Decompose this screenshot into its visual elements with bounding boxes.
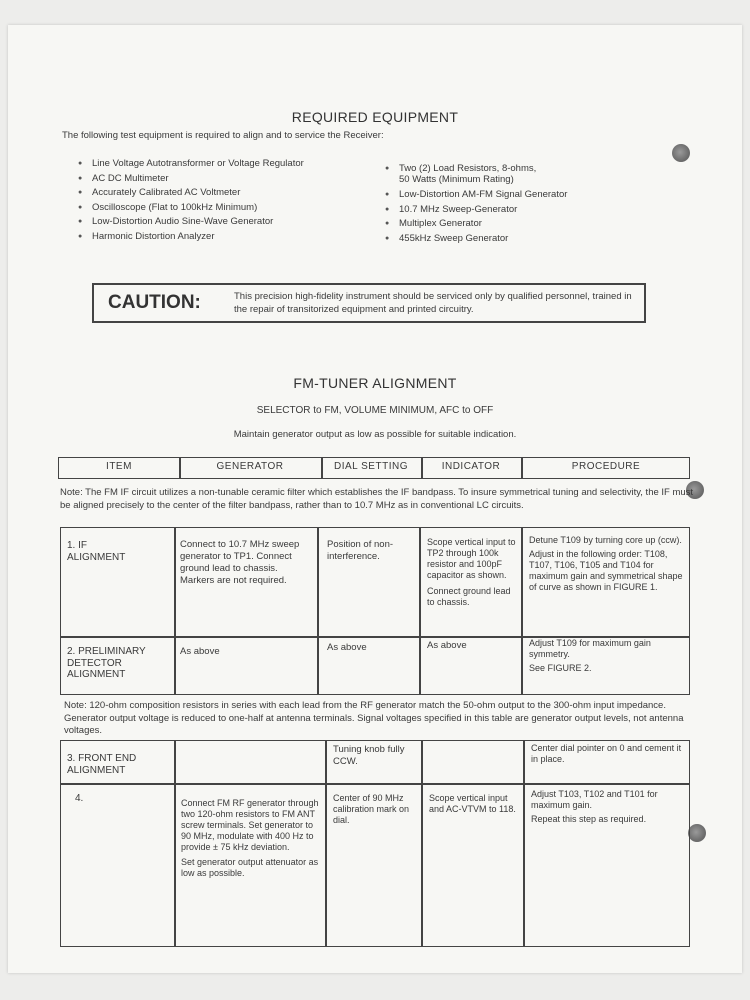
caution-label: CAUTION: bbox=[108, 292, 201, 313]
header-indicator: INDICATOR bbox=[441, 461, 501, 472]
alignment-table-1 bbox=[60, 527, 690, 695]
section-instruction: Maintain generator output as low as possible for suitable indication. bbox=[233, 429, 517, 440]
equipment-list-left bbox=[78, 157, 378, 244]
table-row-2-indicator: As above bbox=[427, 640, 467, 651]
list-item: ● 10.7 MHz Sweep-Generator bbox=[385, 203, 635, 218]
table-header bbox=[58, 457, 690, 479]
list-item: ● Accurately Calibrated AC Voltmeter bbox=[78, 186, 378, 201]
header-item: ITEM bbox=[106, 461, 132, 472]
table-row-2-item: 2. PRELIMINARY DETECTOR ALIGNMENT bbox=[67, 646, 146, 680]
section-subtitle: SELECTOR to FM, VOLUME MINIMUM, AFC to OFF bbox=[256, 405, 494, 416]
list-item: ● Low-Distortion Audio Sine-Wave Generator bbox=[78, 215, 378, 230]
table-row-3-procedure: Center dial pointer on 0 and cement it in place. bbox=[531, 743, 682, 764]
table-row-1-indicator: Scope vertical input to TP2 through 100k resistor and 100pF capacitor as shown. Connect ground lead to chassis. bbox=[427, 537, 516, 607]
table-row-2-dial: As above bbox=[327, 642, 367, 653]
table-row-2-generator: As above bbox=[180, 646, 220, 657]
header-procedure: PROCEDURE bbox=[571, 461, 641, 472]
page-title: REQUIRED EQUIPMENT bbox=[291, 109, 459, 125]
punch-hole bbox=[688, 824, 706, 842]
table-row-4-generator: Connect FM RF generator through two 120-ohm resistors to FM ANT screw terminals. Set generator to 90 MHz, modulate with 400 Hz to provide ± 75 kHz deviation. Set generator output attenuator as low as possible. bbox=[181, 798, 319, 878]
table-row-4-indicator: Scope vertical input and AC-VTVM to 118. bbox=[429, 793, 516, 814]
list-item: ● Multiplex Generator bbox=[385, 217, 635, 232]
table-row-3-item: 3. FRONT END ALIGNMENT bbox=[67, 753, 137, 776]
list-item: ● 455kHz Sweep Generator bbox=[385, 232, 635, 247]
header-dial-setting: DIAL SETTING bbox=[334, 461, 408, 472]
table-row-1-procedure: Detune T109 by turning core up (ccw). Adjust in the following order: T108, T107, T106, T105 and T104 for maximum gain and symmetrical shape of curve as shown in FIGURE 1. bbox=[529, 535, 683, 592]
table-row-4-procedure: Adjust T103, T102 and T101 for maximum gain. Repeat this step as required. bbox=[531, 789, 658, 824]
table-row-1-dial: Position of non-interference. bbox=[327, 539, 394, 562]
section-title: FM-TUNER ALIGNMENT bbox=[293, 375, 457, 391]
caution-text: This precision high-fidelity instrument should be serviced only by qualified personnel, trained in the repair of transitorized equipment and printed circuitry. bbox=[234, 291, 632, 315]
list-item: ● Two (2) Load Resistors, 8-ohms, 50 Watts (Minimum Rating) bbox=[385, 163, 635, 185]
document-page bbox=[8, 25, 742, 973]
note-resistors: Note: 120-ohm composition resistors in series with each lead from the RF generator match the 50-ohm output to the 300-ohm input impedance. Generator output voltage is reduced to one-half at antenna terminals. Signal voltages specified in this table are generator output levels, not antenna voltages. bbox=[64, 700, 684, 736]
table-row-1-generator: Connect to 10.7 MHz sweep generator to TP1. Connect ground lead to chassis. Markers are not required. bbox=[180, 539, 300, 586]
caution-box bbox=[92, 283, 646, 323]
table-row-1-item: 1. IF ALIGNMENT bbox=[67, 540, 126, 563]
equipment-list-right bbox=[385, 163, 635, 246]
list-item: ● AC DC Multimeter bbox=[78, 172, 378, 187]
list-item: ● Harmonic Distortion Analyzer bbox=[78, 230, 378, 245]
header-generator: GENERATOR bbox=[216, 461, 284, 472]
list-item: ● Oscilloscope (Flat to 100kHz Minimum) bbox=[78, 201, 378, 216]
intro-text: The following test equipment is required to align and to service the Receiver: bbox=[62, 130, 384, 141]
alignment-table-2 bbox=[60, 740, 690, 947]
table-row-3-dial: Tuning knob fully CCW. bbox=[333, 744, 405, 767]
list-item: ● Line Voltage Autotransformer or Voltage Regulator bbox=[78, 157, 378, 172]
table-row-4-item: 4. bbox=[75, 793, 84, 804]
table-row-4-dial: Center of 90 MHz calibration mark on dial. bbox=[333, 793, 410, 825]
punch-hole bbox=[672, 144, 690, 162]
note-if-circuit: Note: The FM IF circuit utilizes a non-tunable ceramic filter which establishes the IF bandpass. To insure symmetrical tuning and selectivity, the IF must be aligned precisely to the center of the filter bandpass, rather than to 10.7 MHz as in conventional LC circuits. bbox=[60, 487, 694, 511]
table-row-2-procedure: Adjust T109 for maximum gain symmetry. See FIGURE 2. bbox=[529, 638, 651, 673]
list-item: ● Low-Distortion AM-FM Signal Generator bbox=[385, 188, 635, 203]
